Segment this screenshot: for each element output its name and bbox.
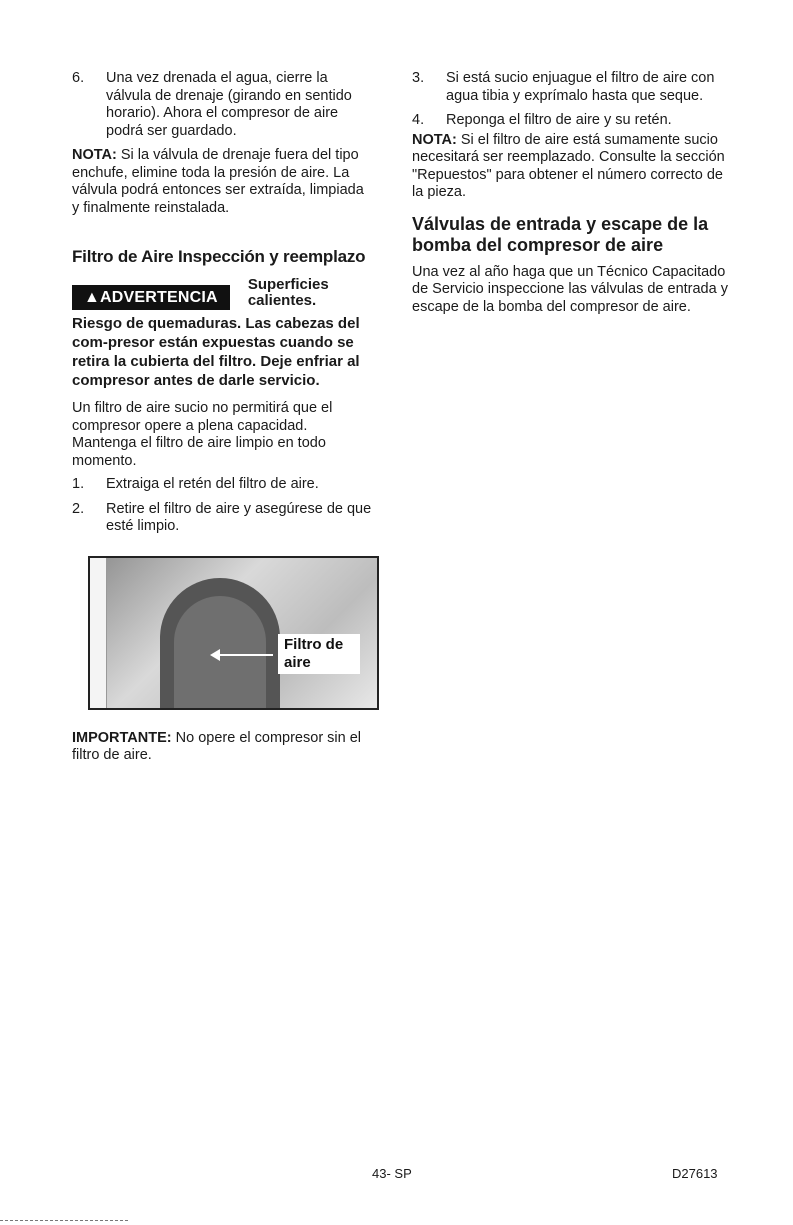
step-3 (412, 70, 732, 105)
step-number: 6. (72, 70, 85, 86)
step-text: Si está sucio enjuague el filtro de aire con agua tibia y exprímalo hasta que seque. (446, 70, 715, 104)
step-number: 1. (72, 476, 85, 492)
page-number: 43- SP (372, 1166, 412, 1181)
document-code: D27613 (672, 1166, 718, 1181)
important-label: IMPORTANTE: (72, 729, 172, 746)
step-text: Una vez drenada el agua, cierre la válvula de drenaje (girando en sentido horario). Ahora el compresor de aire podrá ser guardado. (106, 70, 352, 139)
step-number: 4. (412, 112, 425, 128)
step-number: 2. (72, 500, 85, 517)
step-text: Retire el filtro de aire y asegúrese de que esté limpio. (106, 500, 372, 534)
step-number: 3. (412, 70, 425, 86)
right-column (412, 70, 732, 322)
step-1 (72, 476, 372, 494)
air-filter-intro: Un filtro de aire sucio no permitirá que el compresor opere a plena capacidad. Mantenga el filtro de aire limpio en todo momento. (72, 400, 333, 469)
photo-edge (90, 558, 107, 708)
important-text: No opere el compresor sin el filtro de aire. (72, 729, 362, 763)
note-text: Si la válvula de drenaje fuera del tipo enchufe, elimine toda la presión de aire. La válvula podrá entonces ser extraída, limpiada y finalmente reinstalada. (72, 147, 364, 216)
left-column (72, 70, 372, 771)
section-heading-valves: Válvulas de entrada y escape de la bomba del compresor de aire (412, 213, 709, 255)
note-text: Si el filtro de aire está sumamente sucio necesitará ser reemplazado. Consulte la sección "Repuestos" para obtener el número correcto de la pieza. (412, 131, 725, 200)
bottom-rule (0, 1220, 128, 1221)
note-label: NOTA: (72, 147, 117, 163)
step-text: Reponga el filtro de aire y su retén. (446, 112, 672, 128)
warning-badge: ▲ADVERTENCIA (72, 285, 230, 310)
step-text: Extraiga el retén del filtro de aire. (106, 476, 319, 492)
warning-header (72, 277, 372, 310)
step-2 (72, 501, 372, 536)
air-filter-photo (88, 556, 379, 710)
warning-body: Riesgo de quemaduras. Las cabezas del com-presor están expuestas cuando se retira la cubierta del filtro. Deje enfriar al compresor antes de darle servicio. (72, 315, 360, 389)
note-label: NOTA: (412, 131, 457, 148)
valves-body: Una vez al año haga que un Técnico Capacitado de Servicio inspeccione las válvulas de entrada y escape de la bomba del compresor de aire. (412, 263, 728, 315)
important-note (72, 730, 372, 765)
step-6 (72, 70, 372, 140)
filter-housing-inner (174, 596, 266, 710)
photo-callout-label: Filtro de aire (278, 634, 360, 674)
note-drain-valve (72, 147, 372, 217)
step-4 (412, 112, 732, 130)
warning-hot-surfaces: Superficies calientes. (247, 276, 329, 309)
section-heading-air-filter: Filtro de Aire Inspección y reemplazo (72, 247, 366, 266)
arrow-shaft (218, 654, 273, 656)
note-replace-filter (412, 132, 732, 202)
